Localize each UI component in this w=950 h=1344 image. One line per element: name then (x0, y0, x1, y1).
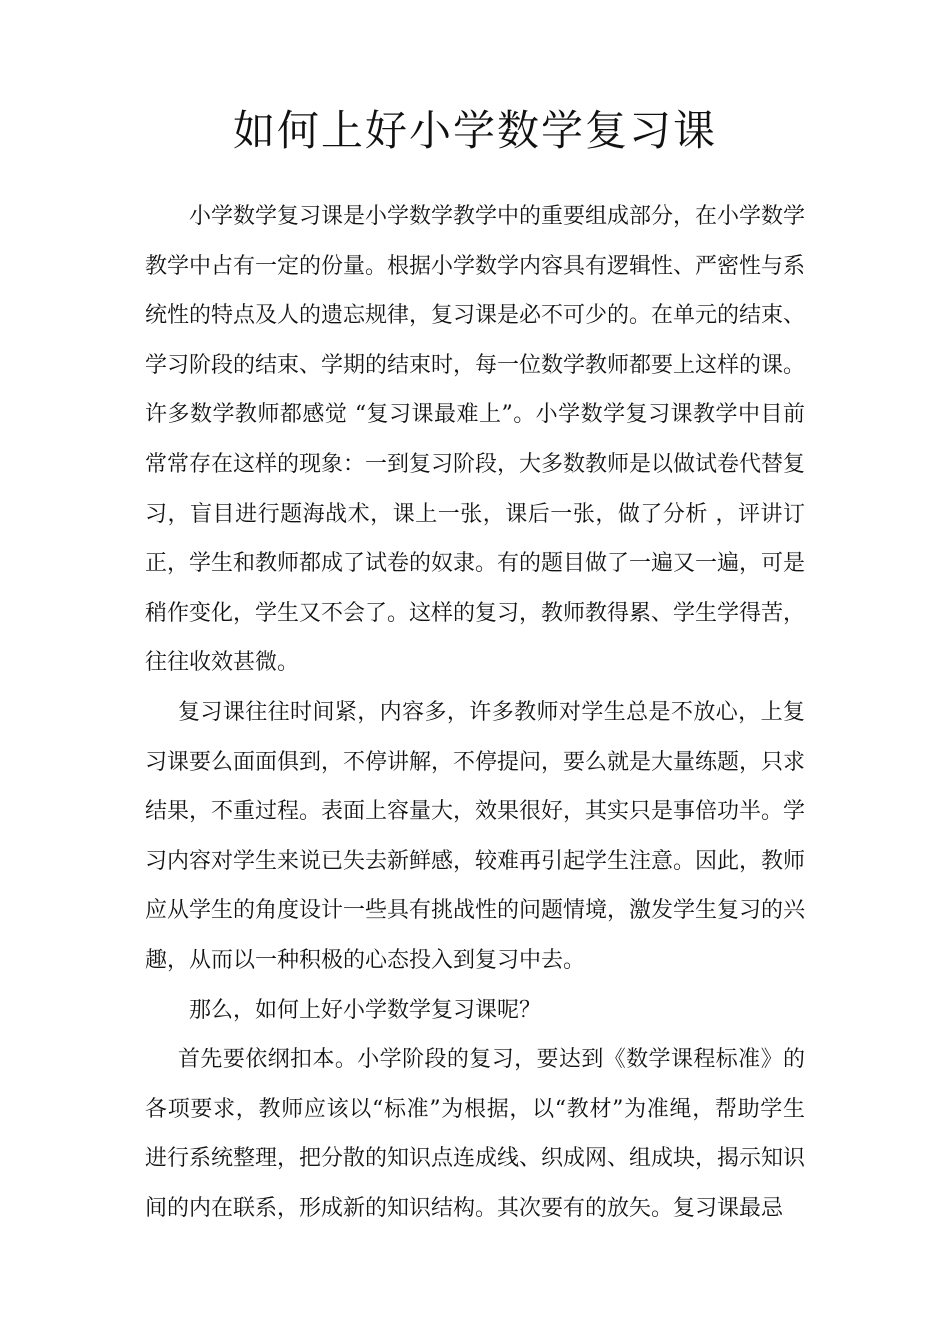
document-title: 如何上好小学数学复习课 (232, 106, 717, 155)
paragraph-1: 小学数学复习课是小学数学教学中的重要组成部分，在小学数学教学中占有一定的份量。根据小学数学内容具有逻辑性、严密性与系统性的特点及人的遗忘规律，复习课是必不可少的。在单元的结束、学习阶段的结束、学期的结束时，每一位数学教师都要上这样的课。许多数学教师都感觉 “复习课最难上”。小学数学复习课教学中目前常常存在这样的现象：一到复习阶段，大多数教师是以做试卷代替复习，盲目进行题海战术，课上一张，课后一张，做了分析 ，评讲订正，学生和教师都成了试卷的奴隶。有的题目做了一遍又一遍，可是稍作变化，学生又不会了。这样的复习，教师教得累、学生学得苦，往往收效甚微。 (145, 204, 806, 676)
paragraph-3: 那么，如何上好小学数学复习课呢？ (189, 997, 542, 1023)
paragraph-2: 复习课往往时间紧，内容多，许多教师对学生总是不放心，上复习课要么面面俱到，不停讲解，不停提问，要么就是大量练题，只求结果，不重过程。表面上容量大，效果很好，其实只是事倍功半。学习内容对学生来说已失去新鲜感，较难再引起学生注意。因此，教师应从学生的角度设计一些具有挑战性的问题情境，激发学生复习的兴趣，从而以一种积极的心态投入到复习中去。 (145, 699, 806, 973)
document-body (145, 192, 805, 1233)
paragraph-4: 首先要依纲扣本。小学阶段的复习，要达到《数学课程标准》的各项要求，教师应该以“标准”为根据，以“教材”为准绳，帮助学生进行系统整理，把分散的知识点连成线、织成网、组成块，揭示知识间的内在联系，形成新的知识结构。其次要有的放矢。复习课最忌 (145, 1047, 806, 1221)
